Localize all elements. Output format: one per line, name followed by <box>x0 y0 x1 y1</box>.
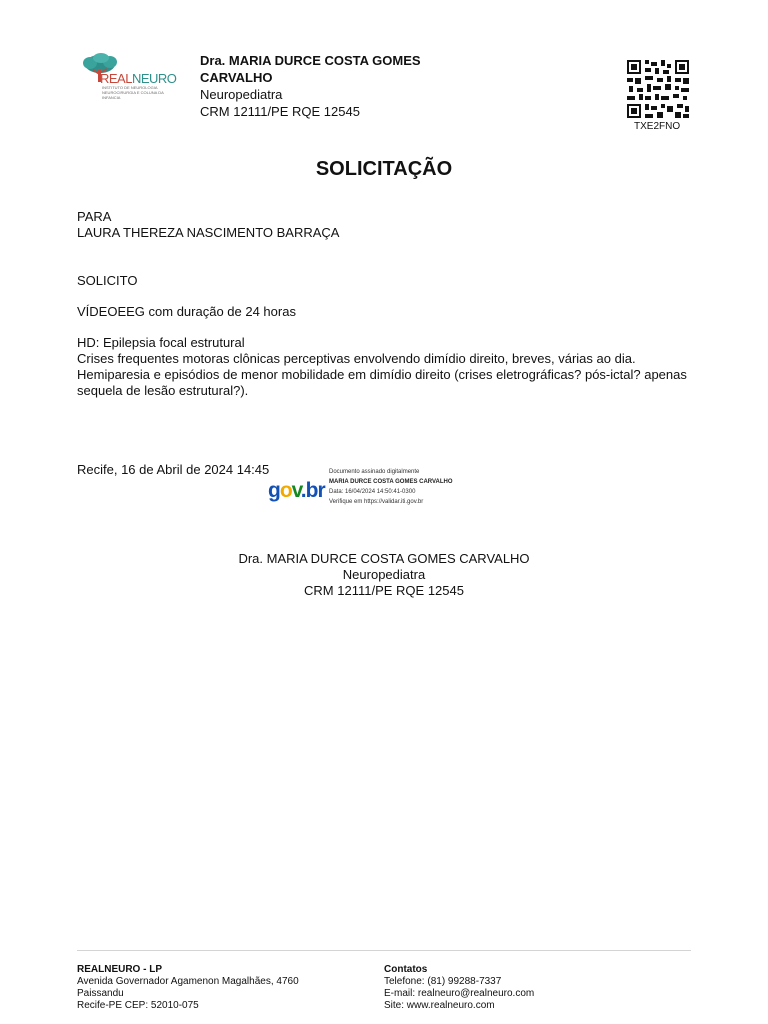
doctor-specialty: Neuropediatra <box>200 87 283 102</box>
footer-email: E-mail: realneuro@realneuro.com <box>384 988 535 999</box>
qr-code-icon <box>627 60 689 118</box>
footer-address <box>77 964 299 1012</box>
digital-signature-stamp <box>268 467 468 509</box>
footer-divider <box>77 950 691 951</box>
footer-phone: Telefone: (81) 99288-7337 <box>384 976 502 987</box>
logo-brand-left: REAL <box>100 71 132 86</box>
signature-block <box>0 551 768 599</box>
footer-address-3: Recife-PE CEP: 52010-075 <box>77 1000 199 1011</box>
request-label: SOLICITO <box>77 273 138 288</box>
logo-tagline: INSTITUTO DE NEUROLOGIA NEUROCIRURGIA E COLUNA DA INFANCIA <box>102 85 164 100</box>
signature-specialty: Neuropediatra <box>342 567 426 582</box>
request-details-2: Hemiparesia e episódios de menor mobilidade em dimídio direito (crises eletrográficas? pós-ictal? apenas sequela de lesão estrutural?). <box>77 367 687 398</box>
signature-signer: MARIA DURCE COSTA GOMES CARVALHO <box>329 479 453 485</box>
footer-address-2: Paissandu <box>77 988 124 999</box>
recipient-label: PARA <box>77 209 112 224</box>
place-date: Recife, 16 de Abril de 2024 14:45 <box>77 462 270 477</box>
doctor-header <box>200 52 460 120</box>
doctor-name: Dra. MARIA DURCE COSTA GOMES CARVALHO <box>200 53 421 85</box>
signature-registration: CRM 12111/PE RQE 12545 <box>304 583 464 598</box>
request-details-1: Crises frequentes motoras clônicas perceptivas envolvendo dimídio direito, breves, várias ao dia. <box>77 351 636 366</box>
signature-title: Documento assinado digitalmente <box>329 469 420 475</box>
footer-company: REALNEURO - LP <box>77 964 162 975</box>
recipient-name: LAURA THEREZA NASCIMENTO BARRAÇA <box>77 225 340 240</box>
footer-contacts <box>384 964 534 1012</box>
footer-site: Site: www.realneuro.com <box>384 1000 495 1011</box>
signature-verify: Verifique em https://validar.iti.gov.br <box>329 499 424 505</box>
signature-name: Dra. MARIA DURCE COSTA GOMES CARVALHO <box>238 551 530 566</box>
request-hd: HD: Epilepsia focal estrutural <box>77 335 245 350</box>
logo-wordmark <box>100 71 176 86</box>
doctor-registration: CRM 12111/PE RQE 12545 <box>200 104 360 119</box>
qr-code-label: TXE2FNO <box>634 121 681 132</box>
signature-date: Data: 16/04/2024 14:50:41-0300 <box>329 489 416 495</box>
signature-info <box>329 467 453 507</box>
footer-address-1: Avenida Governador Agamenon Magalhães, 4760 <box>77 976 299 987</box>
realneuro-logo <box>80 52 178 102</box>
page-title: SOLICITAÇÃO <box>315 158 453 180</box>
govbr-logo: gov.br <box>268 479 325 502</box>
request-exam: VÍDEOEEG com duração de 24 horas <box>77 304 296 319</box>
footer-contacts-title: Contatos <box>384 964 428 975</box>
logo-brand-right: NEURO <box>131 71 177 86</box>
